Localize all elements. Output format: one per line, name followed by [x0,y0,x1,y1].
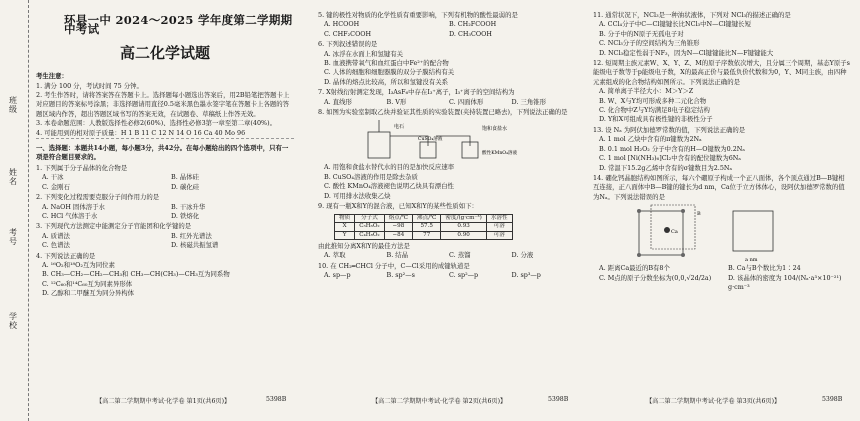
question-stem: 4. 下列说法正确的是 [36,251,96,260]
option-a: A. HCOOH [324,20,360,29]
question-6 [318,40,568,87]
table-cell: 0.90 [441,231,486,240]
option-c: C. 酸性 KMnO₄溶液褪色说明乙炔具有漂白性 [324,182,454,191]
section-title: 一、选择题：本题共14小题，每小题3分，共42分。在每小题给出的四个选项中，只有一项是符合题目要求的。 [36,144,289,162]
option-c: C. HCl 气体溶于水 [42,211,98,220]
option-b: B. W、X与Y均可形成多种二元化合物 [599,96,707,105]
fig-label-carbide: 电石 [394,124,405,131]
flask-shape [368,132,390,158]
option-b: B. 晶体硅 [171,173,199,182]
table-cell: Y [335,231,355,240]
option-a: A. 干冰 [42,173,64,182]
question-11 [593,11,851,58]
option-a: A. ¹⁶O₂和¹⁸O₂互为同位素 [42,260,115,269]
table-header: 水溶性 [486,214,512,223]
page-three [593,10,851,292]
exam-code-3: 5398B [822,396,843,403]
option-b: B. 结晶 [386,251,409,260]
school-label: 学校 [9,312,17,330]
notice-1: 1. 满分 100 分，考试时间 75 分钟。 [36,81,143,90]
table-cell: −98 [384,223,412,232]
option-c: C. 金刚石 [42,182,70,191]
option-a: A. 用饱和食盐水替代水的目的是加快反应速率 [324,163,455,172]
question-stem: 12. 短周期主族元素W、X、Y、Z、M的原子序数依次增大，且分属三个周期，基态Y原子s能级电子数等于p能级电子数，X的最高正价与最低负价代数和为0，Y、M同主族，由四种元素组成的化合物结构如图所示。下列说法正确的是 [593,59,850,86]
properties-table [334,214,513,241]
question-2 [36,193,294,221]
option-c: C. sp²—p [449,271,479,280]
option-d: D. Y和X可组成具有极性键的非极性分子 [599,115,713,124]
option-d: D. 三角锥形 [511,97,547,106]
class-label: 班级 [9,96,17,114]
notice-4: 4. 可能用到的相对原子质量：H 1 B 11 C 12 N 14 O 16 Ca 40 Mo 96 [36,128,246,137]
question-14 [593,174,851,292]
option-d: D. 常温下15.2g乙烯中含有的σ键数目为2.5Nₐ [599,163,732,172]
option-a: A. 距离Ca最近的B有8个 [599,264,670,273]
option-a: A. sp—p [324,271,351,280]
page-one [36,10,294,299]
option-b: B. CuSO₄溶液的作用是除去杂质 [324,172,418,181]
divider [36,138,294,139]
option-b: B. 红外光谱法 [171,231,212,240]
option-d: D. 碳化硅 [171,182,200,191]
question-10 [318,262,568,281]
apparatus-figure [358,118,528,162]
footer-page-1: 【高二第二学期期中考试·化学卷 第1页(共6页)】 [96,398,231,405]
question-8 [318,108,568,201]
exam-code-2: 5398B [548,396,569,403]
table-header: 分子式 [355,214,384,223]
table-cell: X [335,223,355,232]
option-b: B. 血液携带氧气和血红蛋白中Fe²⁺的配合物 [324,59,449,68]
table-cell: 可溶 [486,231,512,240]
option-c: C. CHF₂COOH [324,29,372,38]
option-d: D. NCl₃稳定性弱于NF₃，因为N—Cl键键能比N—F键键能大 [599,48,774,57]
option-a: A. 简单离子半径大小：M＞Y＞Z [599,87,694,96]
notice-2: 2. 考生作答时，请将答案答在答题卡上。选择题每小题选出答案后，用2B铅笔把答题卡上对应题目的答案标号涂黑；非选择题请用直径0.5毫米黑色墨水签字笔在答题卡上各题的答题区域内作答，超出答题区域书写的答案无效，在试题卷、草稿纸上作答无效。 [36,91,290,118]
table-header: 沸点/℃ [413,214,441,223]
b-octahedron [681,253,685,257]
table-cell: 可溶 [486,223,512,232]
question-4 [36,252,294,299]
option-c: C. M点的原子分数坐标为(0,0,√2d/2a) [599,273,712,282]
table-cell: C₃H₆O₂ [355,223,384,232]
exam-code-1: 5398B [266,396,287,403]
option-d: D. 乙醇和二甲醚互为同分异构体 [42,289,135,298]
ca-atom [664,227,670,233]
table-row [335,223,513,232]
binding-margin [0,0,29,421]
question-stem: 7. X射线衍射测定发现，I₃AsF₆中存在I₃⁺离子，I₃⁺离子的空间结构为 [318,88,515,97]
option-d: D. 可用排水法收集乙炔 [324,191,391,200]
table-cell: 0.93 [441,223,486,232]
question-9 [318,202,568,261]
table-header-row [335,214,513,223]
fig-label-brine: 饱和食盐水 [482,126,508,133]
question-12 [593,59,851,125]
question-stem: 10. 在 CH₂═CHCl 分子中，C—Cl采用的成键轨道是 [318,261,470,270]
table-header: 密度/(g·cm⁻³) [441,214,486,223]
fig-label-kmno4: 酸性KMnO₄溶液 [482,151,518,157]
question-stem: 1. 下列属于分子晶体的化合物是 [36,163,128,172]
table-header: 物质 [335,214,355,223]
table-cell: −84 [384,231,412,240]
option-a: A. 1 mol 乙炔中含有的π键数为2Nₐ [599,135,702,144]
question-stem: 13. 设 Nₐ 为阿伏加德罗常数的值，下列说法正确的是 [593,125,746,134]
b-octahedron [681,209,685,213]
footer-page-2: 【高二第二学期期中考试·化学卷 第2页(共6页)】 [372,398,507,405]
option-d: D. CH₃COOH [449,29,492,38]
question-stem: 2. 下列变化过程需要克服分子间作用力的是 [36,193,160,202]
option-c: C. 蒸馏 [449,251,471,260]
table-cell: 77 [413,231,441,240]
option-b: B. 分子中的N原子无孤电子对 [599,29,684,38]
option-d: D. 核磁共振氢谱 [171,241,219,250]
table-cell: C₄H₈O₂ [355,231,384,240]
question-stem: 8. 如图为实验室制取乙炔并验证其性质的实验装置(夹持装置已略去)，下列说法正确的是 [318,108,568,117]
question-7 [318,88,568,107]
subject-title: 高二化学试题 [119,43,210,62]
option-b: B. sp²—s [386,271,415,280]
option-a: A. CCl₄分子中C—Cl键键长比NCl₃中N—Cl键键长短 [599,20,751,29]
option-b: B. V形 [386,97,407,106]
question-stem: 3. 下列现代方法测定中能测定分子官能团和化学键的是 [36,222,192,231]
option-c: C. 人体的细胞和细胞器膜的双分子膜结构有关 [324,68,455,77]
option-b: B. 干冰升华 [171,202,206,211]
option-b: B. Ca与B个数比为1∶24 [728,264,801,273]
option-d: D. 该晶体的密度为 104/(Nₐ·a³×10⁻²¹) g·cm⁻³ [728,273,842,291]
question-stem: 9. 现有一瓶X和Y的混合液，已知X和Y的某些性质如下： [318,202,478,211]
option-c: C. 化合物中Z与Y均满足8电子稳定结构 [599,106,710,115]
question-5 [318,11,568,39]
option-b: B. CH₃—CH₂—CH₂—CH₃和 CH₃—CH(CH₃)—CH₃互为同系物 [42,270,230,279]
table-row [335,231,513,240]
crystal-figure [613,203,813,263]
fig-label-cuso4: CuSO₄溶液 [418,137,443,143]
option-a: A. NaOH 固体溶于水 [42,202,105,211]
table-cell: 57.5 [413,223,441,232]
option-c: C. 色谱法 [42,241,70,250]
notice-title: 考生注意： [36,72,68,81]
question-stem: 14. 硼化钙晶胞结构如图所示，每六个硼原子构成一个正八面体，各个顶点通过B—B键相互连接，正八面体中B—B键的键长为d nm，Ca位于立方体体心，设阿伏加德罗常数的值为Nₐ。下列说法错误的是 [593,173,845,201]
option-c: C. NCl₃分子的空间结构为三角锥形 [599,39,700,48]
cell-back [651,205,695,249]
footer-page-3: 【高二第二学期期中考试·化学卷 第3页(共6页)】 [646,398,781,405]
notice-3: 3. 本卷命题范围：人教版选择性必修2(60%)、选择性必修3第一章至第二章(40%)。 [36,119,276,128]
exam-title: 环县一中 2024～2025 学年度第二学期期中考试 [64,13,293,37]
option-d: D. 晶体的熔点比较高，所以和氢键没有关系 [324,77,448,86]
option-c: C. ¹²C₆₀和¹⁴C₆₀互为同素异形体 [42,279,133,288]
question-stem: 6. 下列叙述错误的是 [318,40,378,49]
question-followup: 由此推知分离X和Y的最佳方法是 [318,242,410,250]
option-d: D. 分液 [511,251,534,260]
table-header: 熔点/℃ [384,214,412,223]
option-b: B. 0.1 mol H₂O₂ 分子中含有的H—O键数为0.2Nₐ [599,144,745,153]
option-b: B. CH₂FCOOH [449,20,497,29]
option-c: C. 四面体形 [449,97,484,106]
option-d: D. sp³—p [511,271,541,280]
option-a: A. 直线形 [324,97,352,106]
question-3 [36,222,294,250]
option-a: A. 萃取 [324,251,346,260]
fig-label-length: a nm [745,257,758,264]
name-label: 姓名 [9,168,17,186]
b-octahedron [637,253,641,257]
option-a: A. 冰浮在水面上和氢键有关 [324,49,403,58]
option-d: D. 铁熔化 [171,211,200,220]
question-stem: 5. 键的极性对物质的化学性质有重要影响，下列有机物的酸性最弱的是 [318,11,518,19]
fig-label-ca: Ca [671,229,678,236]
question-1 [36,164,294,192]
option-c: C. 1 mol [Ni(NH₃)₆]Cl₂中含有的配位键数为6Nₐ [599,154,741,163]
page-two [318,10,568,281]
question-stem: 11. 通常状况下，NCl₃是一种油状液体，下列对 NCl₃的描述正确的是 [593,11,791,19]
fig-label-b: B [697,211,701,218]
b-octahedron [637,209,641,213]
question-13 [593,126,851,173]
axis-cube [733,211,773,251]
option-a: A. 质谱法 [42,231,70,240]
exam-no-label: 考号 [9,228,17,246]
